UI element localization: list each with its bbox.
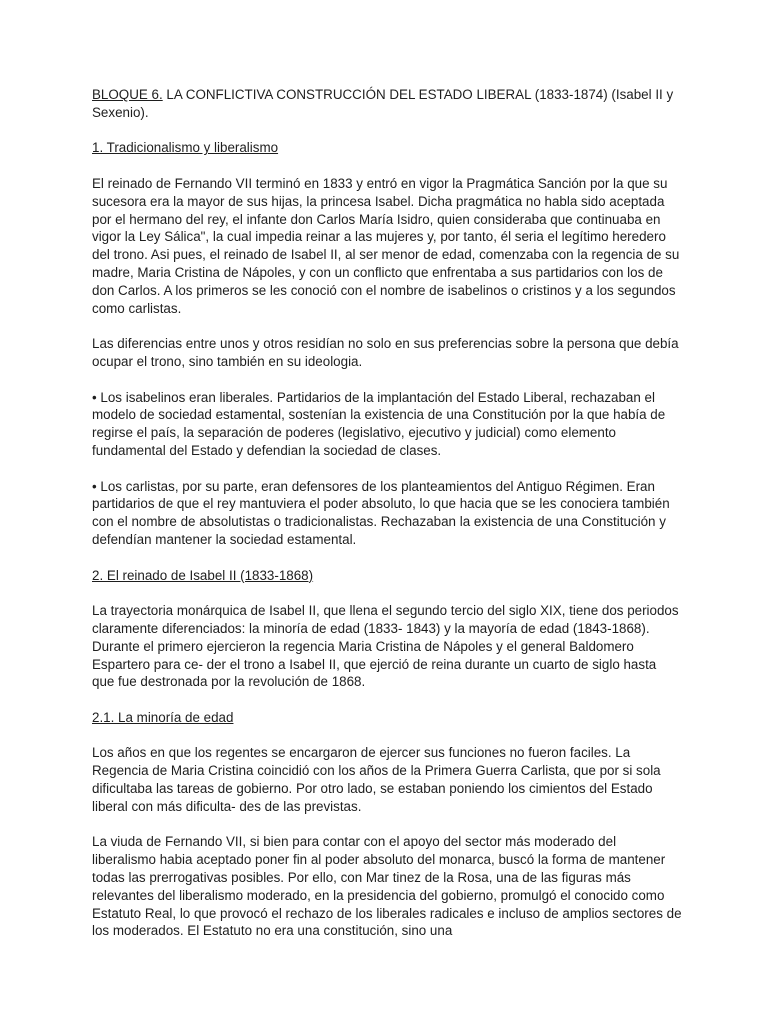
paragraph: Las diferencias entre unos y otros residían no solo en sus preferencias sobre la persona que debía ocupar el trono, sino también en su ideologia. — [92, 336, 679, 369]
bullet-paragraph: • Los carlistas, por su parte, eran defensores de los planteamientos del Antiguo Régimen. Eran partidarios de que el rey mantuviera el poder absoluto, lo que hacia que se les conociera también con el nombre de absolutistas o tradicionalistas. Rechazaban la existencia de una Constitución y defendían mantener la sociedad estamental. — [92, 478, 670, 547]
title-text: LA CONFLICTIVA CONSTRUCCIÓN DEL ESTADO LIBERAL (1833-1874) (Isabel II y Sexenio). — [92, 87, 674, 120]
section-heading-2: 2. El reinado de Isabel II (1833-1868) — [92, 567, 314, 583]
paragraph: La viuda de Fernando VII, si bien para contar con el apoyo del sector más moderado del liberalismo habia aceptado poner fin al poder absoluto del monarca, buscó la forma de mantener todas las prerrogativas posibles. Por ello, con Mar tinez de la Rosa, una de las figuras más relevantes del liberalismo moderado, en la presidencia del gobierno, promulgó el conocido como Estatuto Real, lo que provocó el rechazo de los liberales radicales e incluso de amplios sectores de los moderados. El Estatuto no era una constitución, sino una — [92, 834, 682, 939]
section-heading-2-1: 2.1. La minoría de edad — [92, 709, 234, 725]
paragraph: Los años en que los regentes se encargaron de ejercer sus funciones no fueron faciles. La Regencia de Maria Cristina coincidió con los años de la Primera Guerra Carlista, que por si sola dificultaba las tareas de gobierno. Por otro lado, se estaban poniendo los cimientos del Estado liberal con más dificulta- des de las previstas. — [92, 745, 661, 814]
block-label: BLOQUE 6. — [92, 87, 163, 102]
paragraph: La trayectoria monárquica de Isabel II, que llena el segundo tercio del siglo XIX, tiene dos periodos claramente diferenciados: la minoría de edad (1833- 1843) y la mayoría de edad (1843-1868). Durante el primero ejercieron la regencia Maria Cristina de Nápoles y el general Baldomero Espartero para ce- der el trono a Isabel II, que ejerció de reina durante un cuarto de siglo hasta que fue destronada por la revolución de 1868. — [92, 603, 679, 690]
document-body — [92, 86, 682, 958]
section-heading-1: 1. Tradicionalismo y liberalismo — [92, 140, 279, 156]
paragraph: El reinado de Fernando VII terminó en 1833 y entró en vigor la Pragmática Sanción por la que su sucesora era la mayor de sus hijas, la princesa Isabel. Dicha pragmática no habla sido aceptada por el hermano del rey, el infante don Carlos María Isidro, quien consideraba que continuaba en vigor la Ley Sálica", la cual impedia reinar a las mujeres y, por tanto, él seria el legítimo heredero del trono. Asi pues, el reinado de Isabel II, al ser menor de edad, comenzaba con la regencia de su madre, Maria Cristina de Nápoles, y con un conflicto que enfrentaba a sus partidarios con los de don Carlos. A los primeros se les conoció con el nombre de isabelinos o cristinos y a los segundos como carlistas. — [92, 175, 680, 316]
bullet-paragraph: • Los isabelinos eran liberales. Partidarios de la implantación del Estado Liberal, rechazaban el modelo de sociedad estamental, sostenían la existencia de una Constitución por la que había de regirse el país, la separación de poderes (legislativo, ejecutivo y judicial) como elemento fundamental del Estado y defendian la sociedad de clases. — [92, 389, 666, 458]
document-title — [92, 86, 682, 122]
